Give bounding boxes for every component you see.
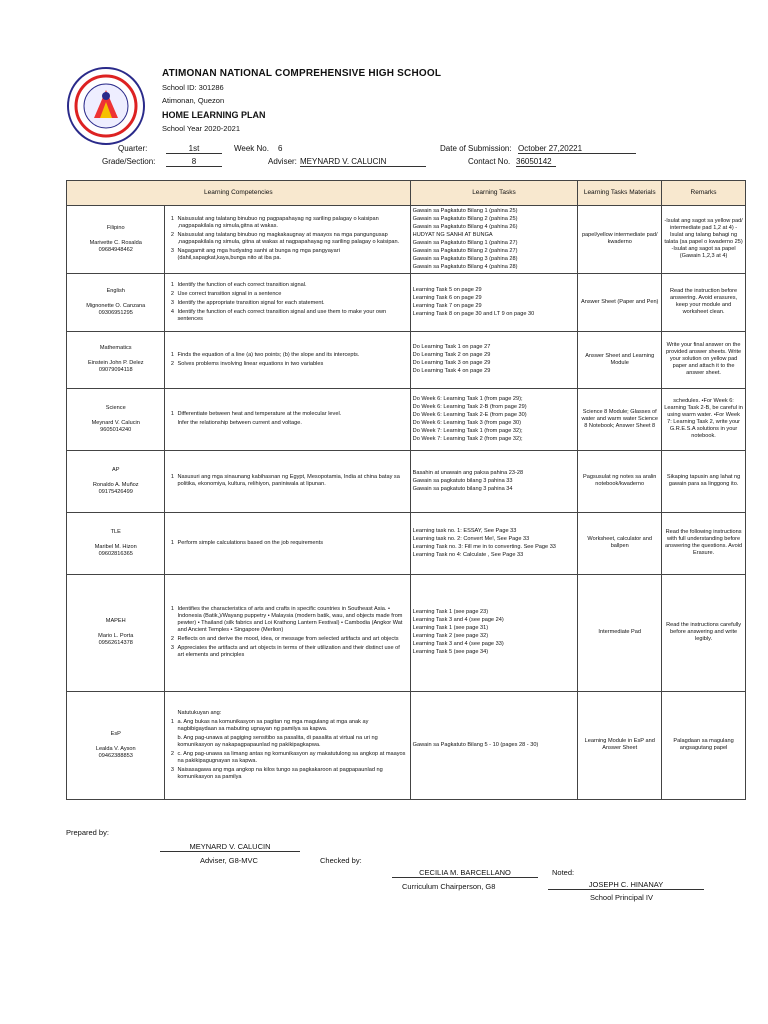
task-item: Do Learning Task 4 on page 29	[412, 368, 491, 375]
competency-number: 3	[170, 766, 175, 773]
competency-item	[167, 361, 407, 368]
competency-number: 2	[170, 636, 175, 643]
table-row	[67, 206, 746, 274]
subject-teacher: Ronaldo A. Muñoz	[92, 481, 139, 488]
week-label: Week No.	[234, 144, 269, 153]
tasks-cell	[410, 273, 578, 331]
competency-text: Identifies the characteristics of arts and crafts in specific countries in Southeast Asia. • Indonesia (Batik,)/Wayang puppetry • Malaysia (modern batik, wau, and objects made from pewter) • Thailand (silk fabrics and Loi Krathong Lantern Festival) • Cambodia (Angkor Wat and Ancient Temples • Singapore (Merlion)	[177, 606, 403, 634]
subject-cell	[67, 512, 165, 574]
competencies-cell	[165, 388, 410, 450]
prepared-by-label: Prepared by:	[66, 828, 109, 837]
tasks-cell	[410, 512, 578, 574]
subject-subject: Science	[105, 404, 126, 411]
competency-text: Naisusulat ang talatang binubuo ng pagpapahayag ng sariling palagay o kaisipan ,nagpapakilala ng simula,gitna at wakas.	[177, 216, 379, 230]
competency-item	[167, 420, 407, 427]
remarks-cell: schedules. •For Week 6: Learning Task 2-B, be careful in using warm water. •For Week 7: Learning Task 2, write your G.R.E.S.A solutions in your notebook.	[662, 388, 746, 450]
subject-cell	[67, 206, 165, 274]
grade-value: 8	[166, 157, 222, 167]
school-address: Atimonan, Quezon	[162, 96, 225, 105]
school-year: School Year 2020-2021	[162, 124, 240, 133]
subject-cell	[67, 691, 165, 799]
competencies-cell	[165, 273, 410, 331]
subject-teacher: Mario L. Porta	[98, 633, 134, 640]
remarks-cell: Read the following instructions with full understanding before answering the questions. Avoid Erasure.	[662, 512, 746, 574]
task-item: Do Learning Task 2 on page 29	[412, 352, 491, 359]
task-item: Do Week 6: Learning Task 1 (from page 29);	[412, 395, 523, 402]
remarks-cell: Read the instruction before answering. Avoid erasures, keep your module and worksheet clean.	[662, 273, 746, 331]
noted-role: School Principal IV	[590, 893, 653, 902]
competency-number: 2	[170, 750, 175, 757]
subject-phone: 09079094118	[98, 367, 133, 374]
competency-item	[167, 232, 407, 246]
task-item: Gawain sa pagkatuto bilang 3 pahina 34	[412, 485, 513, 492]
competency-text: c. Ang pag-unawa sa limang antas ng komunikasyon ay makatutulong sa angkop at maayos na pakikipagugnayan sa kapwa.	[177, 750, 406, 764]
competency-text: Use correct transition signal in a sentence	[177, 290, 282, 297]
quarter-label: Quarter:	[118, 144, 148, 153]
task-item: Do Learning Task 3 on page 29	[412, 360, 491, 367]
task-item: HUDYAT NG SANHI AT BUNGA	[412, 231, 493, 238]
subject-phone: 09306951295	[98, 309, 133, 316]
remarks-cell: -Isulat ang sagot sa yellow pad/ intermediate pad 1,2 at 4) -Isulat ang talang bahagi ng talata (sa papel o kwaderno 25) -Isulat ang sagot sa papel (Gawain 1,2,3 at 4)	[662, 206, 746, 274]
materials-cell: Learning Module in EsP and Answer Sheet	[578, 691, 662, 799]
task-item: Gawain sa Pagkatuto Bilang 1 (pahina 25)	[412, 208, 518, 214]
date-value: October 27,20221	[518, 144, 636, 154]
competency-number: 1	[170, 539, 175, 546]
task-item: Do Learning Task 1 on page 27	[412, 344, 491, 351]
task-item: Gawain sa Pagkatuto Bilang 2 (pahina 27)	[412, 247, 518, 254]
plan-title: HOME LEARNING PLAN	[162, 110, 266, 120]
competency-item	[167, 540, 407, 547]
competency-item	[167, 309, 407, 323]
header-remarks: Remarks	[662, 181, 746, 206]
competency-text: Solves problems involving linear equations in two variables	[177, 360, 324, 367]
task-item: Learning Task 2 (see page 32)	[412, 633, 489, 640]
competency-text: Perform simple calculations based on the job requirements	[177, 539, 323, 546]
subject-cell	[67, 450, 165, 512]
competency-number: 2	[170, 360, 175, 367]
subject-subject: TLE	[110, 528, 121, 535]
subject-cell	[67, 574, 165, 691]
competency-item	[167, 291, 407, 298]
competency-number: 4	[170, 308, 175, 315]
school-name: ATIMONAN NATIONAL COMPREHENSIVE HIGH SCHOOL	[162, 68, 442, 79]
competency-number: 1	[170, 216, 175, 223]
remarks-cell: Sikaping tapusin ang lahat ng gawain para sa linggong ito.	[662, 450, 746, 512]
subject-phone: 09562614378	[98, 640, 133, 647]
tasks-cell	[410, 450, 578, 512]
prepared-name: MEYNARD V. CALUCIN	[160, 842, 300, 852]
competency-number: 1	[170, 411, 175, 418]
competency-item	[167, 710, 407, 717]
competency-text: Differentiate between heat and temperature at the molecular level.	[177, 411, 342, 418]
checked-by-label: Checked by:	[320, 856, 362, 865]
adviser-value: MEYNARD V. CALUCIN	[300, 157, 426, 167]
competencies-cell	[165, 574, 410, 691]
contact-value: 36050142	[516, 157, 556, 167]
competency-text: b. Ang pag-unawa at pagiging sensitibo sa pasalita, di pasalita at virtual na uri ng komunikasyon ay nakapagpapaunlad ng pakikipagkapwa.	[177, 734, 378, 748]
competency-number: 1	[170, 281, 175, 288]
competency-item	[167, 282, 407, 289]
task-item: Learning task no. 1: ESSAY, See Page 33	[412, 527, 517, 534]
task-item: Learning Task 3 and 4 (see page 24)	[412, 617, 504, 624]
task-item: Learning Task 3 and 4 (see page 33)	[412, 641, 504, 648]
table-row	[67, 450, 746, 512]
competency-text: Naisasagawa ang mga angkop na kilos tungo sa pagkakaroon at pagpapaunlad ng komunikasyon sa pamilya	[177, 766, 383, 780]
subject-cell	[67, 273, 165, 331]
task-item: Basahin at unawain ang paksa pahina 23-28	[412, 469, 524, 476]
task-item: Learning Task 5 on page 29	[412, 286, 482, 293]
task-item: Do Week 7: Learning Task 2 (from page 32);	[412, 435, 523, 442]
competency-number	[167, 710, 177, 717]
competency-item	[167, 735, 407, 749]
subject-teacher: Meynard V. Calucin	[91, 419, 140, 426]
task-item: Gawain sa Pagkatuto Bilang 5 - 10 (pages 28 - 30)	[412, 741, 539, 748]
competency-text: Infer the relationship between current and voltage.	[177, 420, 302, 427]
task-item: Learning Task 5 (see page 34)	[412, 649, 489, 656]
task-item: Gawain sa Pagkatuto Bilang 2 (pahina 25)	[412, 215, 518, 222]
remarks-cell: Palagdaan sa magulang angsagutang papel	[662, 691, 746, 799]
tasks-cell	[410, 691, 578, 799]
subject-teacher: Maribel M. Hizon	[94, 543, 137, 550]
subject-subject: Mathematics	[99, 345, 132, 352]
competency-item	[167, 248, 407, 262]
task-item: Learning task no. 2: Convert Me!, See Page 33	[412, 535, 530, 542]
competency-text: Identify the appropriate transition signal for each statement.	[177, 299, 325, 306]
contact-label: Contact No.	[468, 157, 511, 166]
competency-item	[167, 645, 407, 659]
competency-text: Nagagamit ang mga hudyatng sanhi at bunga ng mga pangyayari (dahil,sapagkat,kaya,bunga nito at iba pa.	[177, 248, 340, 262]
materials-cell: Intermediate Pad	[578, 574, 662, 691]
competencies-cell	[165, 206, 410, 274]
week-value: 6	[278, 144, 283, 153]
competencies-cell	[165, 512, 410, 574]
subject-teacher: Einstein John P. Delez	[87, 360, 144, 367]
competency-item	[167, 606, 407, 634]
remarks-cell: Write your final answer on the provided answer sheets. Write your solution on yellow pad paper and attach it to the answer sheet.	[662, 331, 746, 388]
document-header	[66, 62, 746, 142]
table-header-row	[67, 181, 746, 206]
subject-phone: 9605014240	[100, 426, 132, 433]
plan-meta	[66, 144, 746, 174]
subject-subject: AP	[112, 466, 120, 473]
checked-role: Curriculum Chairperson, G8	[402, 882, 496, 891]
competency-item	[167, 751, 407, 765]
competency-text: Appreciates the artifacts and art objects in terms of their utilization and their distinct use of art elements and principles	[177, 645, 400, 659]
tasks-cell	[410, 331, 578, 388]
competency-text: Identify the function of each correct transition signal.	[177, 281, 307, 288]
subject-subject: Filipino	[106, 224, 125, 231]
school-seal-logo	[66, 66, 146, 146]
subject-phone: 09175426499	[98, 488, 133, 495]
header-competencies: Learning Competencies	[67, 181, 411, 206]
noted-label: Noted:	[552, 868, 575, 877]
subject-teacher: Mignonette O. Canzana	[86, 302, 146, 309]
subject-subject: MAPEH	[105, 618, 126, 625]
materials-cell: Science 8 Module; Glasses of water and warm water Science 8 Notebook; Answer Sheet 8	[578, 388, 662, 450]
task-item: Learning Task 8 on page 30 and LT 9 on page 30	[412, 310, 535, 317]
materials-cell: papel/yellow intermediate pad/ kwaderno	[578, 206, 662, 274]
competency-number	[167, 420, 177, 427]
subject-cell	[67, 388, 165, 450]
table-row	[67, 331, 746, 388]
task-item: Learning Task 1 (see page 31)	[412, 625, 489, 632]
task-item: Do Week 7: Learning Task 1 (from page 32);	[412, 427, 523, 434]
task-item: Learning Task 6 on page 29	[412, 294, 482, 301]
prepared-role: Adviser, G8-MVC	[200, 856, 258, 865]
competency-item	[167, 767, 407, 781]
subject-subject: EsP	[110, 730, 121, 737]
task-item: Gawain sa Pagkatuto Bilang 1 (pahina 27)	[412, 239, 518, 246]
subject-phone: 09684948462	[98, 246, 133, 253]
tasks-cell	[410, 574, 578, 691]
competency-item	[167, 411, 407, 418]
materials-cell: Answer Sheet and Learning Module	[578, 331, 662, 388]
task-item: Learning Task 1 (see page 23)	[412, 609, 489, 616]
competency-number: 3	[170, 248, 175, 255]
competencies-cell	[165, 691, 410, 799]
task-item: Do Week 6: Learning Task 2-E (from page 30)	[412, 411, 527, 418]
remarks-cell: Read the instructions carefully before answering and write legibly.	[662, 574, 746, 691]
date-label: Date of Submission:	[440, 144, 512, 153]
quarter-value: 1st	[166, 144, 222, 154]
task-item: Do Week 6: Learning Task 3 (from page 30)	[412, 419, 521, 426]
competencies-cell	[165, 331, 410, 388]
task-item: Gawain sa pagkatuto bilang 3 pahina 33	[412, 477, 513, 484]
table-row	[67, 388, 746, 450]
table-row	[67, 574, 746, 691]
competency-number: 3	[170, 645, 175, 652]
competency-item	[167, 352, 407, 359]
task-item: Learning Task 7 on page 29	[412, 302, 482, 309]
task-item: Learning Task no 4: Calculate , See Page 33	[412, 551, 524, 558]
competency-item	[167, 216, 407, 230]
task-item: Do Week 6: Learning Task 2-B (from page 29)	[412, 403, 527, 410]
table-row	[67, 273, 746, 331]
competency-number: 2	[170, 290, 175, 297]
task-item: Gawain sa Pagkatuto Bilang 4 (pahina 28)	[412, 263, 518, 270]
header-tasks: Learning Tasks	[410, 181, 578, 206]
competency-number: 2	[170, 232, 175, 239]
competency-number: 1	[170, 718, 175, 725]
subject-subject: English	[106, 287, 125, 294]
competency-number: 3	[170, 299, 175, 306]
competency-number	[167, 735, 177, 749]
materials-cell: Pagsusulat ng notes sa aralin notebook/kwaderno	[578, 450, 662, 512]
tasks-cell	[410, 206, 578, 274]
competency-text: Naisusulat ang talatang binubuo ng magkakaugnay at maayos na mga pangungusap ,nagpapakilala ng simula, gitna at wakas at nagpapahayag ng sariling palagay o kaisipan.	[177, 232, 400, 246]
adviser-label: Adviser:	[268, 157, 297, 166]
subject-phone: 09602816365	[98, 550, 133, 557]
materials-cell: Worksheet, calculator and ballpen	[578, 512, 662, 574]
table-row	[67, 691, 746, 799]
competencies-cell	[165, 450, 410, 512]
subject-teacher: Lealda V. Ayson	[95, 745, 136, 752]
task-item: Gawain sa Pagkatuto Bilang 3 (pahina 28)	[412, 255, 518, 262]
competency-number: 1	[170, 351, 175, 358]
competency-item	[167, 300, 407, 307]
competency-number: 1	[170, 606, 175, 613]
header-materials: Learning Tasks Materials	[578, 181, 662, 206]
competency-text: a. Ang bukas na komunikasyon sa pagitan ng mga magulang at mga anak ay nagbibigaydaan sa mabuting ugnayan ng pamilya sa kapwa.	[177, 718, 369, 732]
competency-item	[167, 474, 407, 488]
grade-label: Grade/Section:	[102, 157, 156, 166]
subject-cell	[67, 331, 165, 388]
materials-cell: Answer Sheet (Paper and Pen)	[578, 273, 662, 331]
checked-name: CECILIA M. BARCELLANO	[392, 868, 538, 878]
subject-teacher: Marivette C. Rosalda	[89, 239, 142, 246]
competency-item	[167, 636, 407, 643]
tasks-cell	[410, 388, 578, 450]
task-item: Gawain sa Pagkatuto Bilang 4 (pahina 26)	[412, 223, 518, 230]
competency-text: Identify the function of each correct transition signal and use them to make your own sentences	[177, 308, 387, 322]
competency-text: Reflects on and derive the mood, idea, or message from selected artifacts and art objects	[177, 636, 399, 643]
competency-text: Nasusuri ang mga sinaunang kabihasnan ng Egypt, Mesopotamia, India at china batay sa politika, ekonomiya, kultura, relihiyon, paniniwala at lipunan.	[177, 474, 400, 488]
competency-text: Natutukuyan ang:	[177, 709, 222, 716]
competency-text: Finds the equation of a line (a) two points; (b) the slope and its intercepts.	[177, 351, 360, 358]
subject-phone: 09462388853	[98, 752, 133, 759]
competency-number: 1	[170, 474, 175, 481]
school-id: School ID: 301286	[162, 83, 224, 92]
competency-item	[167, 719, 407, 733]
noted-name: JOSEPH C. HINANAY	[548, 880, 704, 890]
task-item: Learning Task no. 3: Fill me in to converting. See Page 33	[412, 543, 556, 550]
learning-plan-table	[66, 180, 746, 800]
table-row	[67, 512, 746, 574]
